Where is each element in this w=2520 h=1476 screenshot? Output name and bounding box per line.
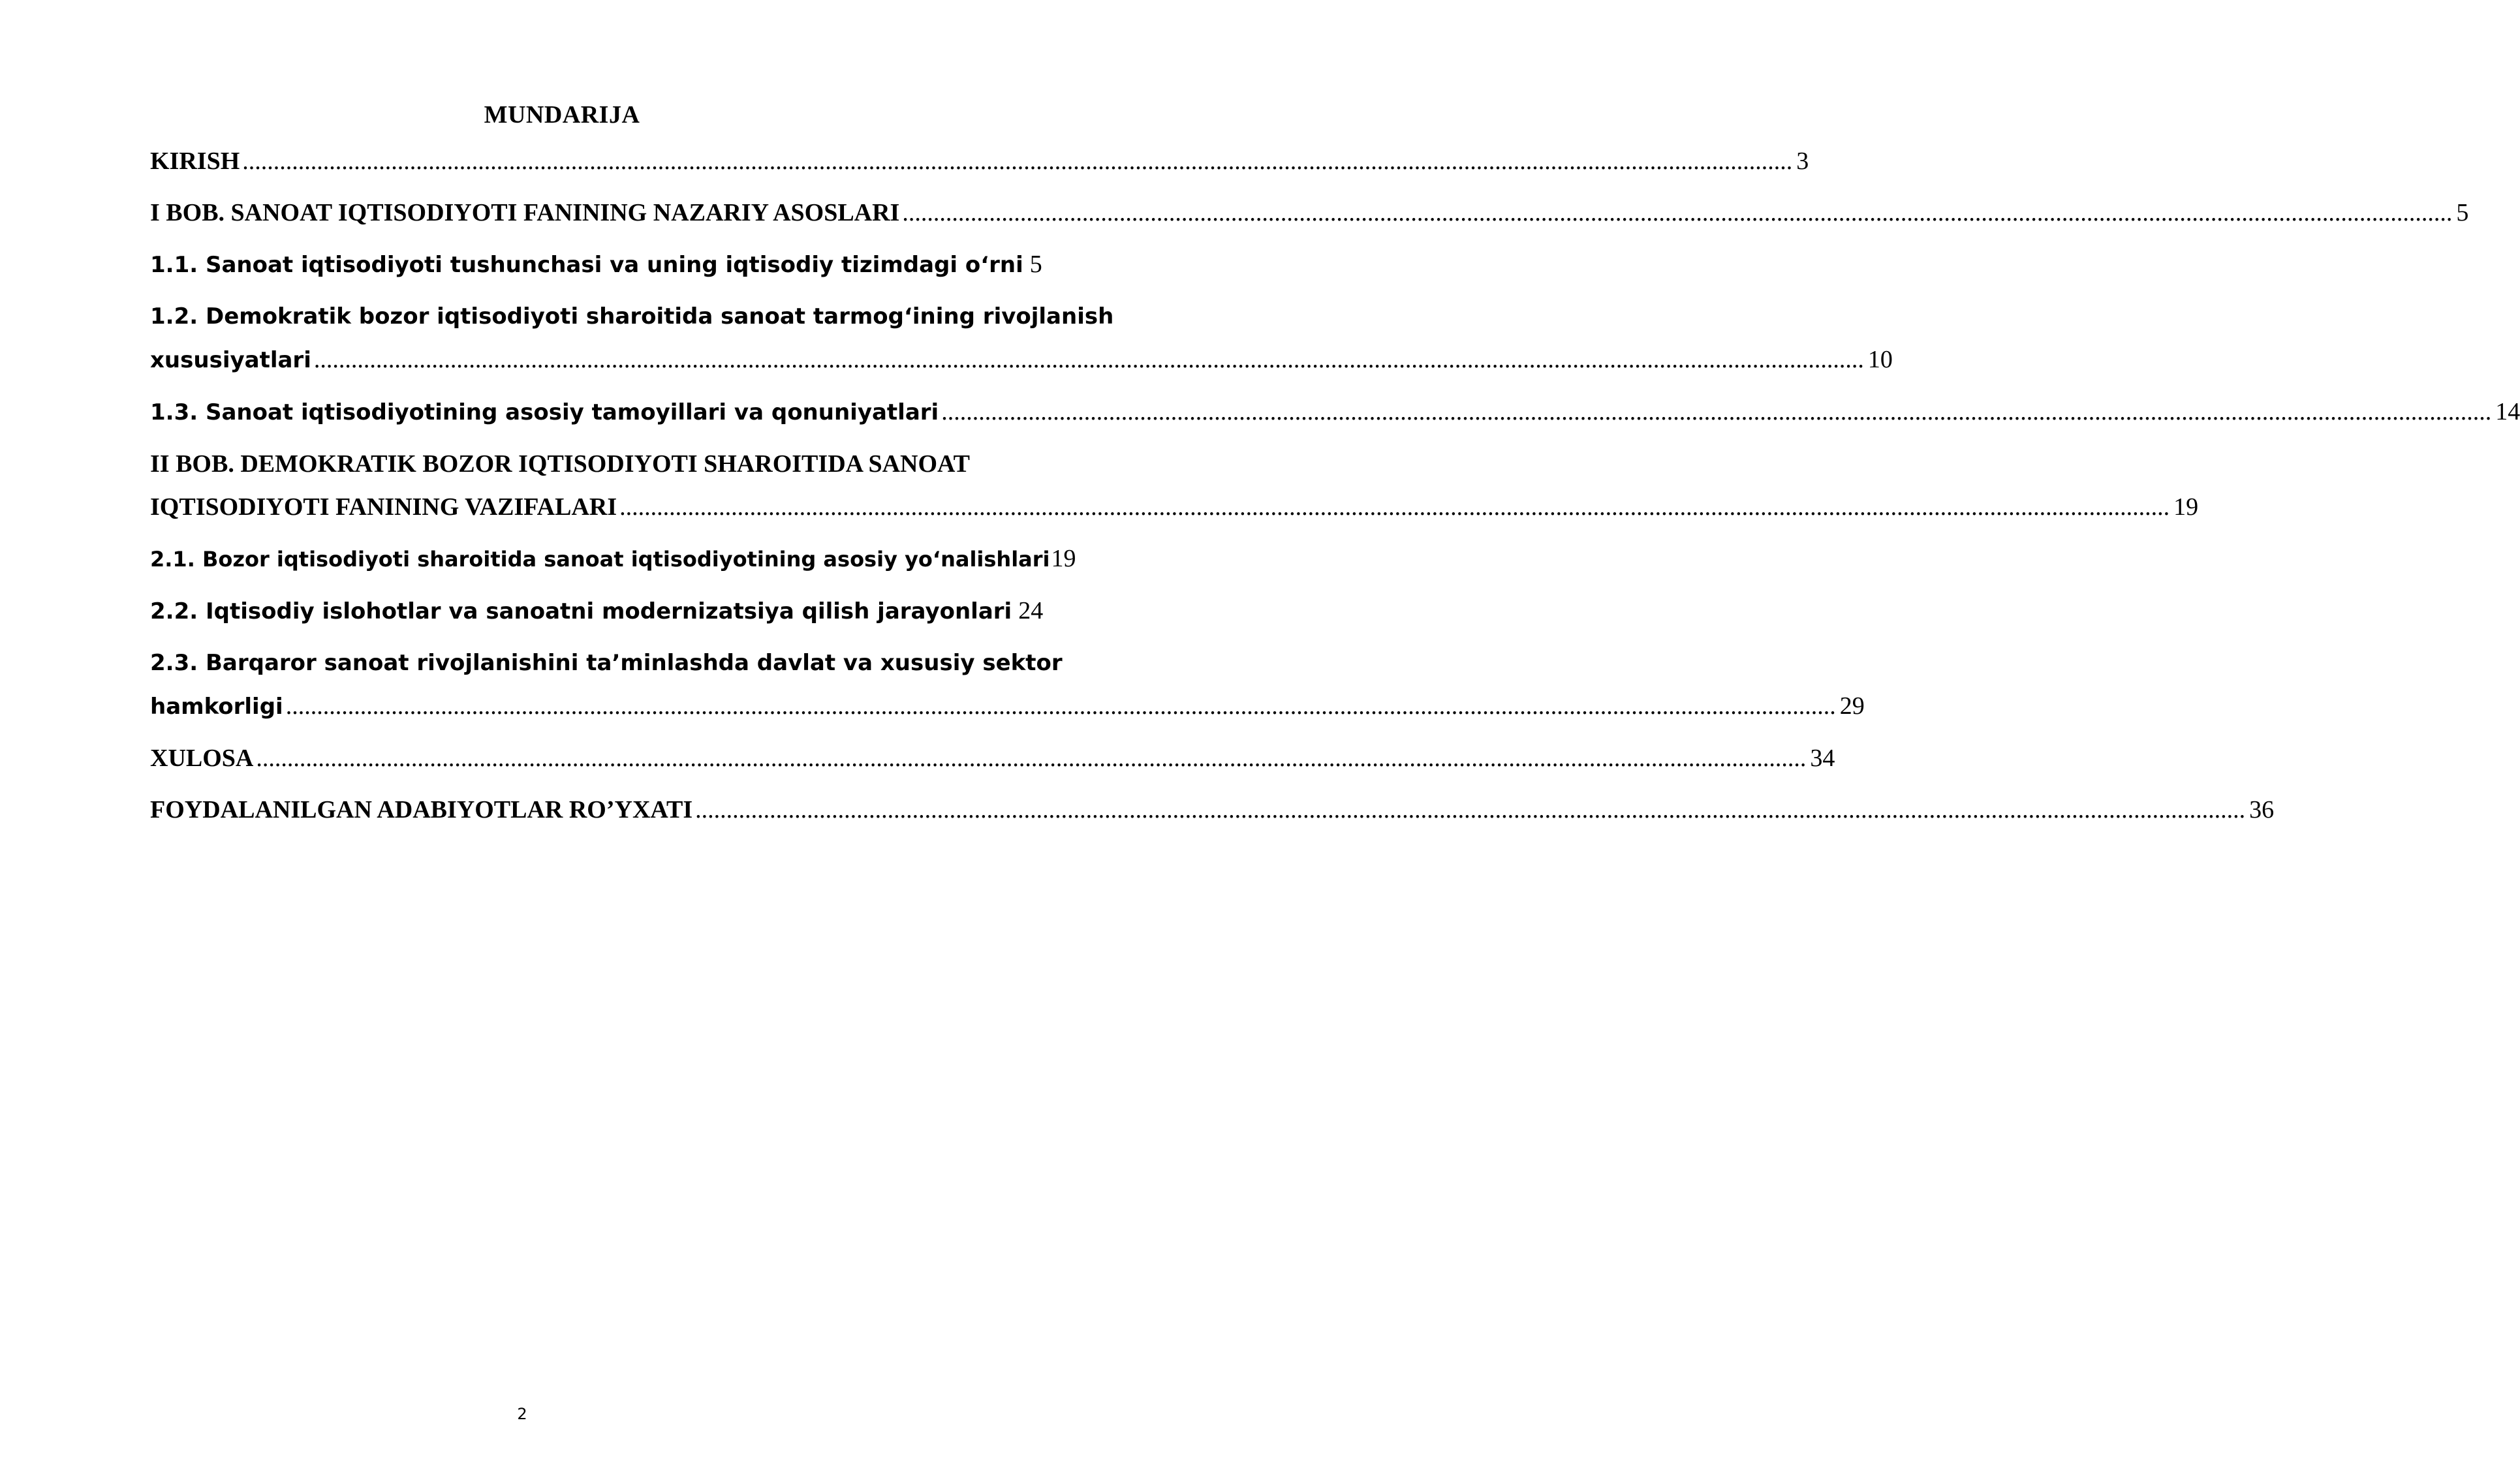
dot-leader xyxy=(619,485,2170,529)
toc-entry-chapter-1[interactable] xyxy=(150,191,2469,234)
toc-entry-page: 24 xyxy=(1018,597,1044,624)
toc-entry-2-3[interactable] xyxy=(150,641,1865,728)
toc-entry-title-line: 1.2. Demokratik bozor iqtisodiyoti sharoitida sanoat tarmog‘ining rivojlanish xyxy=(150,303,1114,330)
toc-entry-title: FOYDALANILGAN ADABIYOTLAR RO’YXATI xyxy=(150,796,693,823)
toc-entry-1-2[interactable] xyxy=(150,295,1893,382)
page-number: 2 xyxy=(517,1405,527,1423)
toc-entry-2-2[interactable] xyxy=(150,589,1044,633)
dot-leader xyxy=(941,390,2491,433)
dot-leader xyxy=(695,788,2245,831)
toc-entry-page: 34 xyxy=(1810,745,1835,772)
toc-entry-page: 29 xyxy=(1839,692,1865,720)
toc-entry-page: 5 xyxy=(2456,199,2469,226)
dot-leader xyxy=(314,338,1864,381)
toc-entry-title: IQTISODIYOTI FANINING VAZIFALARI xyxy=(150,493,617,521)
toc-entry-references[interactable] xyxy=(150,788,2275,831)
toc-entry-title: xususiyatlari xyxy=(150,347,311,373)
toc-entry-2-1[interactable] xyxy=(150,537,1076,581)
toc-entry-kirish[interactable] xyxy=(150,140,1809,183)
toc-entry-title-line: II BOB. DEMOKRATIK BOZOR IQTISODIYOTI SHAROITIDA SANOAT xyxy=(150,450,971,478)
toc-entry-title: 1.3. Sanoat iqtisodiyotining asosiy tamoyillari va qonuniyatlari xyxy=(150,399,939,425)
toc-entry-page: 3 xyxy=(1796,147,1809,175)
toc-entry-title-line: 2.3. Barqaror sanoat rivojlanishini ta’minlashda davlat va xususiy sektor xyxy=(150,650,1063,676)
toc-entry-page: 19 xyxy=(2173,493,2199,521)
dot-leader xyxy=(902,191,2452,234)
toc-entry-title: XULOSA xyxy=(150,745,254,772)
toc-entry-chapter-2[interactable] xyxy=(150,442,2199,529)
toc-entry-page: 19 xyxy=(1051,545,1076,572)
toc-entry-title: hamkorligi xyxy=(150,694,283,720)
dot-leader xyxy=(286,684,1836,728)
dot-leader xyxy=(256,737,1806,780)
table-of-contents xyxy=(150,140,2520,831)
toc-entry-page: 14 xyxy=(2495,398,2520,425)
dot-leader xyxy=(242,140,1792,183)
toc-entry-title: 2.2. Iqtisodiy islohotlar va sanoatni modernizatsiya qilish jarayonlari xyxy=(150,598,1012,624)
page-title: MUNDARIJA xyxy=(484,101,640,129)
toc-entry-title: KIRISH xyxy=(150,147,240,175)
toc-entry-title: 2.1. Bozor iqtisodiyoti sharoitida sanoat iqtisodiyotining asosiy yo‘nalishlari xyxy=(150,547,1050,572)
toc-entry-page: 10 xyxy=(1867,346,1893,373)
toc-entry-page: 36 xyxy=(2249,796,2275,823)
toc-entry-1-3[interactable] xyxy=(150,390,2520,434)
toc-entry-page: 5 xyxy=(1029,251,1042,278)
toc-entry-title: I BOB. SANOAT IQTISODIYOTI FANINING NAZARIY ASOSLARI xyxy=(150,199,900,226)
toc-entry-title: 1.1. Sanoat iqtisodiyoti tushunchasi va uning iqtisodiy tizimdagi o‘rni xyxy=(150,252,1023,278)
toc-entry-xulosa[interactable] xyxy=(150,737,1835,780)
toc-entry-1-1[interactable] xyxy=(150,243,1042,286)
